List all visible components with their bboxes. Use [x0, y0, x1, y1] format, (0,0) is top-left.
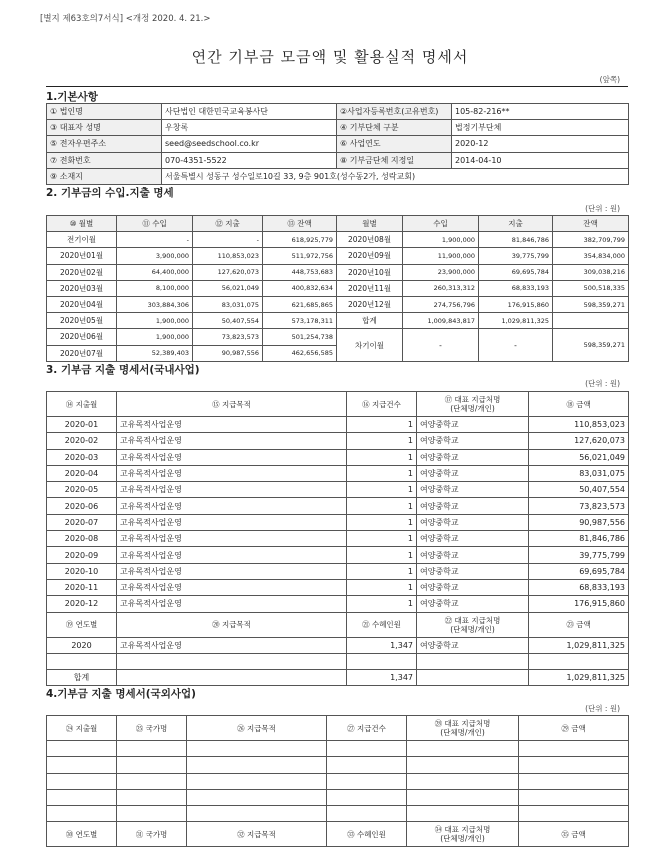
- flow-month: 2020년07월: [47, 345, 117, 361]
- flow-header-balance: ⑬ 잔액: [263, 216, 337, 232]
- flow-income: 260,313,312: [403, 280, 479, 296]
- expense-count: 1: [347, 498, 417, 514]
- empty-cell: [519, 757, 629, 773]
- expense-count: 1: [347, 449, 417, 465]
- flow-row: [47, 329, 629, 345]
- flow-header-balance-2: 잔액: [553, 216, 629, 232]
- frn-empty-row: [47, 773, 629, 789]
- empty-cell: [117, 741, 187, 757]
- empty-cell: [327, 757, 407, 773]
- field-value: 법정기부단체: [452, 120, 629, 136]
- year-purpose: 고유목적사업운영: [117, 637, 347, 653]
- empty-cell: [117, 670, 347, 686]
- year-value: 2020: [47, 637, 117, 653]
- table-row: [47, 514, 629, 530]
- flow-expense: 39,775,799: [479, 248, 553, 264]
- flow-carry-expense: -: [479, 329, 553, 361]
- flow-row: [47, 232, 629, 248]
- year-amount: 1,029,811,325: [529, 637, 629, 653]
- flow-row: [47, 313, 629, 329]
- empty-cell: [187, 773, 327, 789]
- flow-month: 2020년05월: [47, 313, 117, 329]
- flow-expense: 176,915,860: [479, 296, 553, 312]
- flow-expense: 127,620,073: [193, 264, 263, 280]
- frn-header-purpose: ㉖ 지급목적: [187, 716, 327, 741]
- expense-amount: 50,407,554: [529, 482, 629, 498]
- flow-expense: -: [193, 232, 263, 248]
- flow-balance: 573,178,311: [263, 313, 337, 329]
- basic-info-row: [47, 104, 629, 120]
- field-value: 2020-12: [452, 136, 629, 152]
- dom-header-purpose: ⑮ 지급목적: [117, 392, 347, 417]
- section-rule: [46, 86, 628, 87]
- page-title: 연간 기부금 모금액 및 활용실적 명세서: [191, 48, 469, 66]
- table-row: [47, 531, 629, 547]
- flow-income: 3,900,000: [117, 248, 193, 264]
- empty-cell: [327, 806, 407, 822]
- expense-month: 2020-07: [47, 514, 117, 530]
- flow-row: [47, 264, 629, 280]
- empty-cell: [117, 773, 187, 789]
- expense-purpose: 고유목적사업운영: [117, 417, 347, 433]
- expense-amount: 83,031,075: [529, 465, 629, 481]
- flow-expense: 56,021,049: [193, 280, 263, 296]
- flow-total-balance: [553, 313, 629, 329]
- basic-info-table: [46, 103, 629, 185]
- dom-header-month: ⑭ 지출월: [47, 392, 117, 417]
- expense-month: 2020-01: [47, 417, 117, 433]
- flow-header-income: ⑪ 수입: [117, 216, 193, 232]
- expense-amount: 56,021,049: [529, 449, 629, 465]
- empty-cell: [519, 789, 629, 805]
- empty-cell: [407, 741, 519, 757]
- empty-cell: [47, 653, 117, 669]
- flow-expense: 69,695,784: [479, 264, 553, 280]
- expense-recipient: 여양중학교: [417, 449, 529, 465]
- flow-income: 303,884,306: [117, 296, 193, 312]
- empty-cell: [347, 653, 417, 669]
- flow-balance: 309,038,216: [553, 264, 629, 280]
- expense-purpose: 고유목적사업운영: [117, 465, 347, 481]
- flow-header-month: ⑩ 월별: [47, 216, 117, 232]
- frn-empty-row: [47, 789, 629, 805]
- empty-cell: [407, 789, 519, 805]
- flow-expense: 50,407,554: [193, 313, 263, 329]
- section-1-title: 1.기본사항: [46, 91, 98, 103]
- frn-empty-row: [47, 806, 629, 822]
- expense-count: 1: [347, 547, 417, 563]
- expense-month: 2020-10: [47, 563, 117, 579]
- field-value: seed@seedschool.co.kr: [162, 136, 337, 152]
- empty-cell: [327, 789, 407, 805]
- expense-count: 1: [347, 417, 417, 433]
- flow-expense: 90,987,556: [193, 345, 263, 361]
- flow-income: -: [117, 232, 193, 248]
- expense-month: 2020-08: [47, 531, 117, 547]
- basic-info-row: [47, 136, 629, 152]
- empty-cell: [519, 806, 629, 822]
- income-expense-table: [46, 215, 629, 362]
- flow-month: 2020년10월: [337, 264, 403, 280]
- flow-carry-label: 차기이월: [337, 329, 403, 361]
- flow-header-expense: ⑫ 지출: [193, 216, 263, 232]
- expense-amount: 90,987,556: [529, 514, 629, 530]
- frn-year-header: [47, 822, 629, 847]
- flow-row: [47, 296, 629, 312]
- table-row: [47, 563, 629, 579]
- table-row: [47, 449, 629, 465]
- flow-income: 64,400,000: [117, 264, 193, 280]
- flow-balance: 511,972,756: [263, 248, 337, 264]
- total-people: 1,347: [347, 670, 417, 686]
- expense-purpose: 고유목적사업운영: [117, 547, 347, 563]
- table-row: [47, 596, 629, 612]
- total-amount: 1,029,811,325: [529, 670, 629, 686]
- empty-cell: [417, 653, 529, 669]
- field-value: 사단법인 대한민국교육봉사단: [162, 104, 337, 120]
- flow-carry-balance: 598,359,271: [553, 329, 629, 361]
- page-side-note: (앞쪽): [599, 75, 620, 84]
- flow-month: 2020년01월: [47, 248, 117, 264]
- empty-cell: [117, 653, 347, 669]
- expense-count: 1: [347, 433, 417, 449]
- flow-balance: 618,925,779: [263, 232, 337, 248]
- table-row: [47, 498, 629, 514]
- flow-expense: 81,846,786: [479, 232, 553, 248]
- flow-balance: 598,359,271: [553, 296, 629, 312]
- empty-cell: [47, 741, 117, 757]
- frn-empty-row: [47, 757, 629, 773]
- flow-header-income-2: 수입: [403, 216, 479, 232]
- domestic-expense-table: [46, 391, 629, 686]
- field-value: 우창록: [162, 120, 337, 136]
- section-4-unit: (단위 : 원): [585, 704, 620, 713]
- frn-header-month: ㉔ 지출월: [47, 716, 117, 741]
- expense-count: 1: [347, 482, 417, 498]
- frn-header-recipient-2: ㉞ 대표 지급처명 (단체명/개인): [407, 822, 519, 847]
- expense-amount: 127,620,073: [529, 433, 629, 449]
- flow-income: 1,900,000: [117, 313, 193, 329]
- flow-month: 2020년06월: [47, 329, 117, 345]
- expense-recipient: 여양중학교: [417, 417, 529, 433]
- dom-header-people: ㉑ 수혜인원: [347, 612, 417, 637]
- expense-recipient: 여양중학교: [417, 433, 529, 449]
- frn-header-purpose-2: ㉜ 지급목적: [187, 822, 327, 847]
- dom-header-amount: ⑱ 금액: [529, 392, 629, 417]
- field-value: 070-4351-5522: [162, 152, 337, 168]
- foreign-expense-table: [46, 715, 629, 847]
- flow-expense: 73,823,573: [193, 329, 263, 345]
- flow-total-expense: 1,029,811,325: [479, 313, 553, 329]
- flow-income: 1,900,000: [403, 232, 479, 248]
- table-row: [47, 579, 629, 595]
- flow-balance: 621,685,865: [263, 296, 337, 312]
- flow-month: 2020년02월: [47, 264, 117, 280]
- address-value: 서울특별시 성동구 성수일로10길 33, 9층 901호(성수동2가, 성락교회): [162, 168, 629, 184]
- expense-count: 1: [347, 579, 417, 595]
- dom-header-amount-2: ㉓ 금액: [529, 612, 629, 637]
- expense-amount: 39,775,799: [529, 547, 629, 563]
- expense-amount: 81,846,786: [529, 531, 629, 547]
- expense-recipient: 여양중학교: [417, 514, 529, 530]
- expense-purpose: 고유목적사업운영: [117, 563, 347, 579]
- section-4-title: 4.기부금 지출 명세서(국외사업): [46, 688, 196, 700]
- dom-header-purpose-2: ⑳ 지급목적: [117, 612, 347, 637]
- expense-month: 2020-12: [47, 596, 117, 612]
- frn-header-amount: ㉙ 금액: [519, 716, 629, 741]
- address-label: ⑨ 소재지: [47, 168, 162, 184]
- flow-balance: 354,834,000: [553, 248, 629, 264]
- table-row: [47, 433, 629, 449]
- section-2-title: 2. 기부금의 수입.지출 명세: [46, 187, 174, 199]
- year-people: 1,347: [347, 637, 417, 653]
- empty-cell: [187, 757, 327, 773]
- frn-header-year: ㉚ 연도별: [47, 822, 117, 847]
- field-label: ④ 기부단체 구분: [337, 120, 452, 136]
- frn-header-country-2: ㉛ 국가명: [117, 822, 187, 847]
- frn-header-count: ㉗ 지급건수: [327, 716, 407, 741]
- field-label: ⑧ 기부금단체 지정일: [337, 152, 452, 168]
- frn-header-country: ㉕ 국가명: [117, 716, 187, 741]
- flow-month: 2020년08월: [337, 232, 403, 248]
- empty-cell: [407, 806, 519, 822]
- frn-header-recipient: ㉘ 대표 지급처명 (단체명/개인): [407, 716, 519, 741]
- flow-month: 2020년03월: [47, 280, 117, 296]
- flow-expense: 68,833,193: [479, 280, 553, 296]
- empty-cell: [47, 806, 117, 822]
- empty-cell: [519, 741, 629, 757]
- expense-recipient: 여양중학교: [417, 498, 529, 514]
- expense-purpose: 고유목적사업운영: [117, 514, 347, 530]
- flow-balance: 462,656,585: [263, 345, 337, 361]
- field-label: ②사업자등록번호(고유번호): [337, 104, 452, 120]
- dom-header-year: ⑲ 연도별: [47, 612, 117, 637]
- expense-month: 2020-09: [47, 547, 117, 563]
- frn-header-amount-2: ㉟ 금액: [519, 822, 629, 847]
- empty-cell: [47, 789, 117, 805]
- flow-total-label: 합계: [337, 313, 403, 329]
- expense-month: 2020-11: [47, 579, 117, 595]
- expense-recipient: 여양중학교: [417, 465, 529, 481]
- expense-purpose: 고유목적사업운영: [117, 498, 347, 514]
- flow-balance: 400,832,634: [263, 280, 337, 296]
- flow-income: 1,900,000: [117, 329, 193, 345]
- field-value: 2014-04-10: [452, 152, 629, 168]
- expense-amount: 110,853,023: [529, 417, 629, 433]
- expense-month: 2020-04: [47, 465, 117, 481]
- flow-row: [47, 280, 629, 296]
- expense-recipient: 여양중학교: [417, 563, 529, 579]
- empty-cell: [47, 757, 117, 773]
- frn-header-people: ㉝ 수혜인원: [327, 822, 407, 847]
- dom-year-row: [47, 637, 629, 653]
- expense-count: 1: [347, 531, 417, 547]
- address-row: [47, 168, 629, 184]
- expense-amount: 176,915,860: [529, 596, 629, 612]
- flow-header-month-2: 월별: [337, 216, 403, 232]
- basic-info-row: [47, 120, 629, 136]
- flow-total-income: 1,009,843,817: [403, 313, 479, 329]
- expense-recipient: 여양중학교: [417, 596, 529, 612]
- table-row: [47, 417, 629, 433]
- field-label: ⑥ 사업연도: [337, 136, 452, 152]
- expense-count: 1: [347, 514, 417, 530]
- empty-cell: [47, 773, 117, 789]
- frn-empty-row: [47, 741, 629, 757]
- expense-recipient: 여양중학교: [417, 482, 529, 498]
- flow-balance: 448,753,683: [263, 264, 337, 280]
- expense-recipient: 여양중학교: [417, 547, 529, 563]
- section-3-title: 3. 기부금 지출 명세서(국내사업): [46, 364, 200, 376]
- table-row: [47, 465, 629, 481]
- dom-empty-row: [47, 653, 629, 669]
- table-row: [47, 482, 629, 498]
- flow-row: [47, 248, 629, 264]
- flow-expense: 110,853,023: [193, 248, 263, 264]
- year-recipient: 여양중학교: [417, 637, 529, 653]
- flow-income: 274,756,796: [403, 296, 479, 312]
- flow-expense: 83,031,075: [193, 296, 263, 312]
- flow-income: 8,100,000: [117, 280, 193, 296]
- form-header-note: [별지 제63호의7서식] <개정 2020. 4. 21.>: [40, 14, 211, 24]
- expense-recipient: 여양중학교: [417, 531, 529, 547]
- expense-purpose: 고유목적사업운영: [117, 596, 347, 612]
- total-label: 합계: [47, 670, 117, 686]
- flow-month: 2020년04월: [47, 296, 117, 312]
- section-2-unit: (단위 : 원): [585, 204, 620, 213]
- expense-month: 2020-05: [47, 482, 117, 498]
- flow-month: 2020년12월: [337, 296, 403, 312]
- empty-cell: [417, 670, 529, 686]
- expense-purpose: 고유목적사업운영: [117, 433, 347, 449]
- table-row: [47, 547, 629, 563]
- expense-amount: 69,695,784: [529, 563, 629, 579]
- expense-amount: 68,833,193: [529, 579, 629, 595]
- empty-cell: [327, 773, 407, 789]
- flow-month: 2020년11월: [337, 280, 403, 296]
- empty-cell: [407, 773, 519, 789]
- empty-cell: [117, 757, 187, 773]
- dom-year-header: [47, 612, 629, 637]
- expense-purpose: 고유목적사업운영: [117, 482, 347, 498]
- empty-cell: [117, 789, 187, 805]
- dom-header-recipient-2: ㉒ 대표 지급처명 (단체명/개인): [417, 612, 529, 637]
- flow-income: 52,389,403: [117, 345, 193, 361]
- expense-count: 1: [347, 596, 417, 612]
- dom-total-row: [47, 670, 629, 686]
- flow-carry-income: -: [403, 329, 479, 361]
- empty-cell: [187, 741, 327, 757]
- expense-month: 2020-02: [47, 433, 117, 449]
- flow-month: 전기이월: [47, 232, 117, 248]
- flow-balance: 500,518,335: [553, 280, 629, 296]
- dom-header-count: ⑯ 지급건수: [347, 392, 417, 417]
- expense-purpose: 고유목적사업운영: [117, 531, 347, 547]
- field-label: ① 법인명: [47, 104, 162, 120]
- expense-count: 1: [347, 465, 417, 481]
- flow-income: 11,900,000: [403, 248, 479, 264]
- empty-cell: [529, 653, 629, 669]
- expense-purpose: 고유목적사업운영: [117, 579, 347, 595]
- flow-income: 23,900,000: [403, 264, 479, 280]
- flow-month: 2020년09월: [337, 248, 403, 264]
- dom-header-recipient: ⑰ 대표 지급처명 (단체명/개인): [417, 392, 529, 417]
- expense-month: 2020-03: [47, 449, 117, 465]
- flow-header-expense-2: 지출: [479, 216, 553, 232]
- empty-cell: [407, 757, 519, 773]
- basic-info-row: [47, 152, 629, 168]
- flow-balance: 382,709,799: [553, 232, 629, 248]
- empty-cell: [187, 806, 327, 822]
- expense-month: 2020-06: [47, 498, 117, 514]
- expense-recipient: 여양중학교: [417, 579, 529, 595]
- field-value: 105-82-216**: [452, 104, 629, 120]
- field-label: ③ 대표자 성명: [47, 120, 162, 136]
- empty-cell: [327, 741, 407, 757]
- empty-cell: [117, 806, 187, 822]
- expense-purpose: 고유목적사업운영: [117, 449, 347, 465]
- field-label: ⑦ 전화번호: [47, 152, 162, 168]
- section-3-unit: (단위 : 원): [585, 379, 620, 388]
- flow-balance: 501,254,738: [263, 329, 337, 345]
- expense-count: 1: [347, 563, 417, 579]
- expense-amount: 73,823,573: [529, 498, 629, 514]
- empty-cell: [187, 789, 327, 805]
- empty-cell: [519, 773, 629, 789]
- field-label: ⑤ 전자우편주소: [47, 136, 162, 152]
